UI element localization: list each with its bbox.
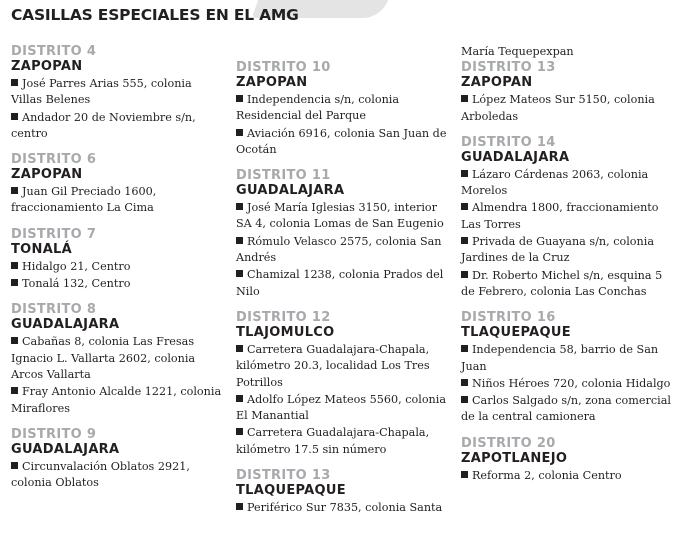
address-item [461, 167, 676, 200]
address-text: Periférico Sur 7835, colonia Santa [247, 501, 443, 515]
address-text: Circunvalación Oblatos 2921, colonia Oblatos [11, 459, 190, 490]
bullet-square-icon [461, 345, 468, 352]
city-name: TLAQUEPAQUE [461, 325, 571, 341]
district-number: DISTRITO 20 [461, 435, 556, 451]
district-block [236, 60, 448, 158]
address-item [11, 184, 223, 217]
district-block [11, 227, 223, 293]
column-3 [461, 44, 676, 494]
address-text: Carretera Guadalajara-Chapala, kilómetro 17.5 sin número [236, 426, 430, 456]
address-item [461, 234, 676, 267]
address-item [461, 376, 676, 392]
district-number: DISTRITO 13 [236, 468, 331, 484]
bullet-square-icon [11, 113, 18, 120]
bullet-square-icon [461, 396, 468, 403]
city-name: GUADALAJARA [11, 441, 120, 457]
address-text: Carretera Guadalajara-Chapala, kilómetro 20.3, localidad Los Tres Potrillos [236, 342, 430, 389]
address-item [236, 92, 448, 125]
bullet-square-icon [11, 462, 18, 469]
address-item [11, 384, 223, 417]
bullet-square-icon [11, 279, 18, 286]
bullet-square-icon [461, 95, 468, 102]
address-item [461, 268, 676, 301]
address-text: López Mateos Sur 5150, colonia Arboledas [461, 93, 655, 123]
address-text: Almendra 1800, fraccionamiento Las Torres [461, 201, 659, 231]
address-item [236, 342, 448, 391]
district-number: DISTRITO 9 [11, 426, 97, 442]
address-text: Andador 20 de Noviembre s/n, centro [11, 110, 196, 140]
bullet-square-icon [461, 379, 468, 386]
bullet-square-icon [461, 271, 468, 278]
city-name: TLAQUEPAQUE [236, 483, 346, 499]
bullet-square-icon [461, 203, 468, 210]
bullet-square-icon [236, 203, 243, 210]
address-text: Chamizal 1238, colonia Prados del Nilo [236, 268, 444, 298]
address-item [11, 334, 223, 383]
bullet-square-icon [461, 170, 468, 177]
address-text: José Parres Arias 555, colonia Villas Belenes [11, 77, 192, 107]
address-text: Hidalgo 21, Centro [22, 259, 131, 273]
address-text: Reforma 2, colonia Centro [472, 468, 622, 482]
address-item [236, 500, 448, 516]
address-text: José María Iglesias 3150, interior SA 4, colonia Lomas de San Eugenio [236, 201, 444, 231]
city-name: ZAPOPAN [11, 59, 83, 74]
city-name: TONALÁ [11, 241, 73, 257]
address-item [236, 425, 448, 458]
address-item [11, 459, 223, 492]
district-block [461, 436, 676, 484]
district-block [461, 135, 676, 300]
address-continuation: María Tequepexpan [461, 45, 574, 58]
address-item [461, 468, 676, 484]
bullet-square-icon [11, 187, 18, 194]
address-item [461, 342, 676, 375]
address-text: Privada de Guayana s/n, colonia Jardines de la Cruz [461, 235, 654, 265]
address-text: Carlos Salgado s/n, zona comercial de la central camionera [461, 394, 671, 424]
bullet-square-icon [11, 79, 18, 86]
city-name: ZAPOTLANEJO [461, 450, 568, 466]
city-name: TLAJOMULCO [236, 324, 335, 340]
district-block [461, 310, 676, 425]
bullet-square-icon [236, 270, 243, 277]
bullet-square-icon [236, 345, 243, 352]
address-item [236, 267, 448, 300]
bullet-square-icon [11, 387, 18, 394]
page-title: CASILLAS ESPECIALES EN EL AMG [11, 6, 299, 24]
bullet-square-icon [236, 129, 243, 136]
district-block [11, 302, 223, 416]
city-name: ZAPOPAN [461, 75, 533, 91]
district-number: DISTRITO 10 [236, 60, 331, 75]
bullet-square-icon [236, 503, 243, 510]
address-item [236, 126, 448, 159]
bullet-square-icon [236, 95, 243, 102]
bullet-square-icon [461, 237, 468, 244]
address-text: Rómulo Velasco 2575, colonia San Andrés [236, 234, 442, 265]
city-name: GUADALAJARA [11, 317, 120, 333]
city-name: ZAPOPAN [236, 75, 308, 90]
address-text: Independencia s/n, colonia Residencial del Parque [236, 93, 400, 123]
district-block [236, 168, 448, 300]
district-number: DISTRITO 14 [461, 134, 556, 150]
bullet-square-icon [236, 395, 243, 402]
district-block [11, 427, 223, 492]
bullet-square-icon [11, 337, 18, 344]
district-number: DISTRITO 8 [11, 302, 97, 318]
address-item [11, 276, 223, 292]
address-text: Lázaro Cárdenas 2063, colonia Morelos [461, 167, 649, 198]
bullet-square-icon [11, 262, 18, 269]
district-number: DISTRITO 6 [11, 152, 97, 168]
address-text: Tonalá 132, Centro [22, 277, 131, 291]
district-block [11, 152, 223, 217]
bullet-square-icon [236, 428, 243, 435]
district-number: DISTRITO 12 [236, 309, 331, 325]
district-number: DISTRITO 13 [461, 60, 556, 76]
district-block [236, 310, 448, 458]
column-2 [236, 60, 448, 526]
address-text: Aviación 6916, colonia San Juan de Ocotán [236, 126, 447, 156]
address-text: Niños Héroes 720, colonia Hidalgo [472, 376, 671, 390]
city-name: GUADALAJARA [461, 149, 570, 165]
address-text: Independencia 58, barrio de San Juan [461, 343, 659, 373]
address-item [236, 234, 448, 267]
district-number: DISTRITO 7 [11, 226, 97, 242]
address-text: Dr. Roberto Michel s/n, esquina 5 de Febrero, colonia Las Conchas [461, 268, 663, 298]
address-item [461, 92, 676, 125]
address-item [11, 110, 223, 143]
bullet-square-icon [461, 471, 468, 478]
district-block [461, 60, 676, 125]
district-number: DISTRITO 11 [236, 168, 331, 184]
district-number: DISTRITO 4 [11, 44, 97, 59]
address-item [11, 259, 223, 275]
district-block [236, 468, 448, 516]
address-item [11, 76, 223, 109]
address-text: Cabañas 8, colonia Las Fresas Ignacio L. Vallarta 2602, colonia Arcos Vallarta [11, 335, 196, 381]
address-text: Juan Gil Preciado 1600, fraccionamiento La Cima [11, 185, 157, 215]
bullet-square-icon [236, 237, 243, 244]
address-item [236, 200, 448, 233]
address-item [236, 392, 448, 425]
city-name: ZAPOPAN [11, 167, 83, 183]
district-block [11, 44, 223, 142]
address-item [461, 200, 676, 233]
address-text: Adolfo López Mateos 5560, colonia El Manantial [236, 392, 447, 423]
column-1 [11, 44, 223, 501]
city-name: GUADALAJARA [236, 183, 345, 199]
address-text: Fray Antonio Alcalde 1221, colonia Miraflores [11, 385, 222, 415]
address-item [461, 393, 676, 426]
district-number: DISTRITO 16 [461, 310, 556, 326]
